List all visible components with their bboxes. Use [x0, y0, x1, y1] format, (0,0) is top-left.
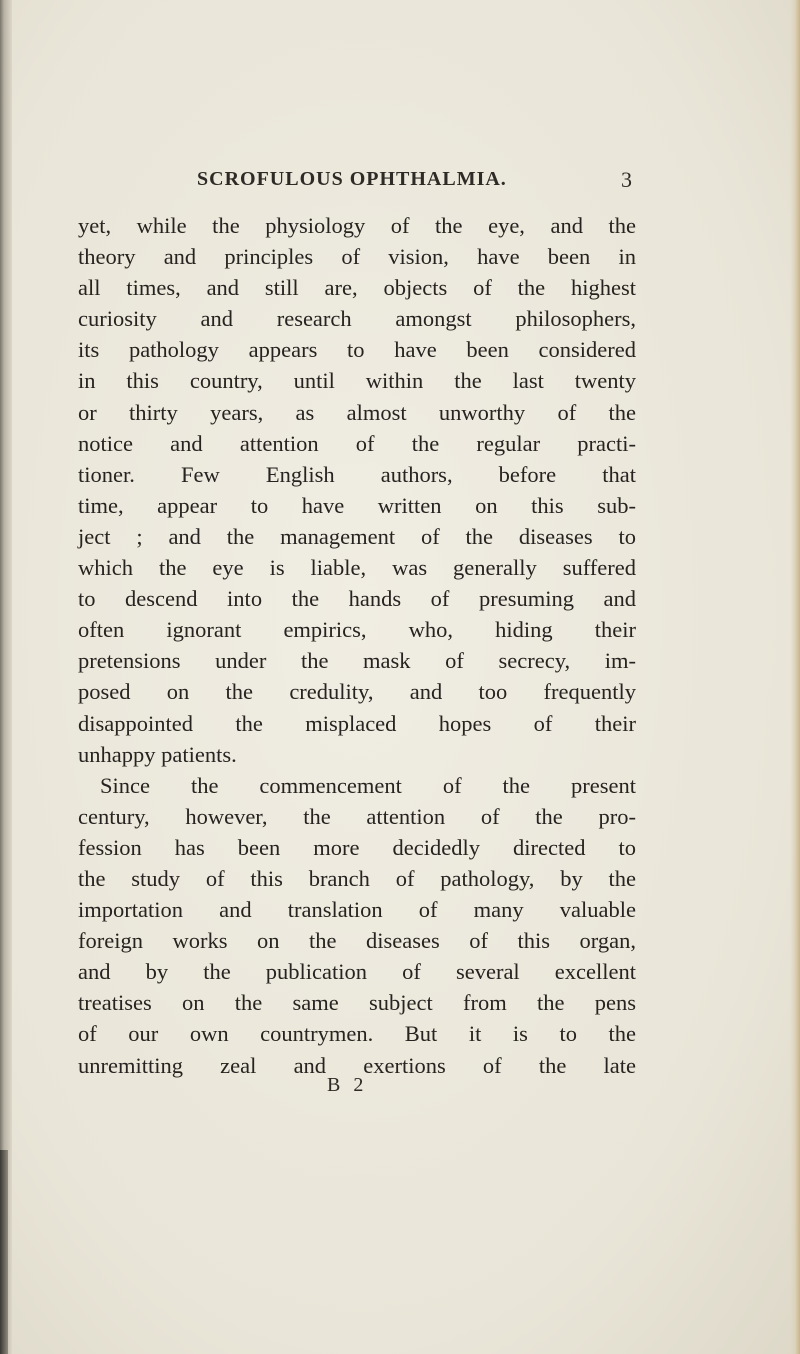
- signature-mark: B 2: [327, 1074, 368, 1096]
- text-line: or thirty years, as almost unworthy of the: [78, 399, 636, 425]
- text-line: to descend into the hands of presuming and: [78, 586, 636, 612]
- page-binding-shadow: [0, 1150, 8, 1354]
- text-line: often ignorant empirics, who, hiding their: [78, 617, 636, 643]
- text-line: century, however, the attention of the pro-: [78, 803, 636, 829]
- text-line: its pathology appears to have been considered: [78, 337, 636, 363]
- text-line: posed on the credulity, and too frequently: [78, 679, 636, 705]
- text-line: ject ; and the management of the diseases to: [78, 523, 636, 549]
- running-title: SCROFULOUS OPHTHALMIA.: [197, 168, 507, 190]
- page-outer-edge: [790, 0, 800, 1354]
- text-line: theory and principles of vision, have been in: [78, 244, 636, 270]
- text-line: importation and translation of many valuable: [78, 897, 636, 923]
- text-line: unhappy patients.: [78, 741, 237, 767]
- text-line: yet, while the physiology of the eye, and the: [78, 213, 636, 238]
- text-line: time, appear to have written on this sub-: [78, 492, 636, 518]
- text-line: and by the publication of several excellent: [78, 959, 636, 985]
- text-line: curiosity and research amongst philosophers,: [78, 306, 636, 332]
- text-line: all times, and still are, objects of the highest: [78, 275, 636, 301]
- text-line: notice and attention of the regular practi-: [78, 430, 636, 456]
- text-line: foreign works on the diseases of this organ,: [78, 928, 636, 954]
- text-line: in this country, until within the last twenty: [78, 368, 636, 394]
- text-line: which the eye is liable, was generally suffered: [78, 555, 636, 581]
- body-text: [78, 210, 636, 1081]
- text-line: of our own countrymen. But it is to the: [78, 1021, 636, 1047]
- text-line: unremitting zeal and exertions of the late: [78, 1052, 636, 1078]
- page-number: 3: [621, 167, 632, 192]
- text-line: treatises on the same subject from the pens: [78, 990, 636, 1016]
- text-line: the study of this branch of pathology, by the: [78, 865, 636, 891]
- text-line: disappointed the misplaced hopes of their: [78, 710, 636, 736]
- running-head: [80, 168, 632, 198]
- text-line: Since the commencement of the present: [100, 772, 636, 798]
- text-line: tioner. Few English authors, before that: [78, 461, 636, 487]
- text-line: pretensions under the mask of secrecy, im-: [78, 648, 636, 674]
- text-line: fession has been more decidedly directed to: [78, 834, 636, 860]
